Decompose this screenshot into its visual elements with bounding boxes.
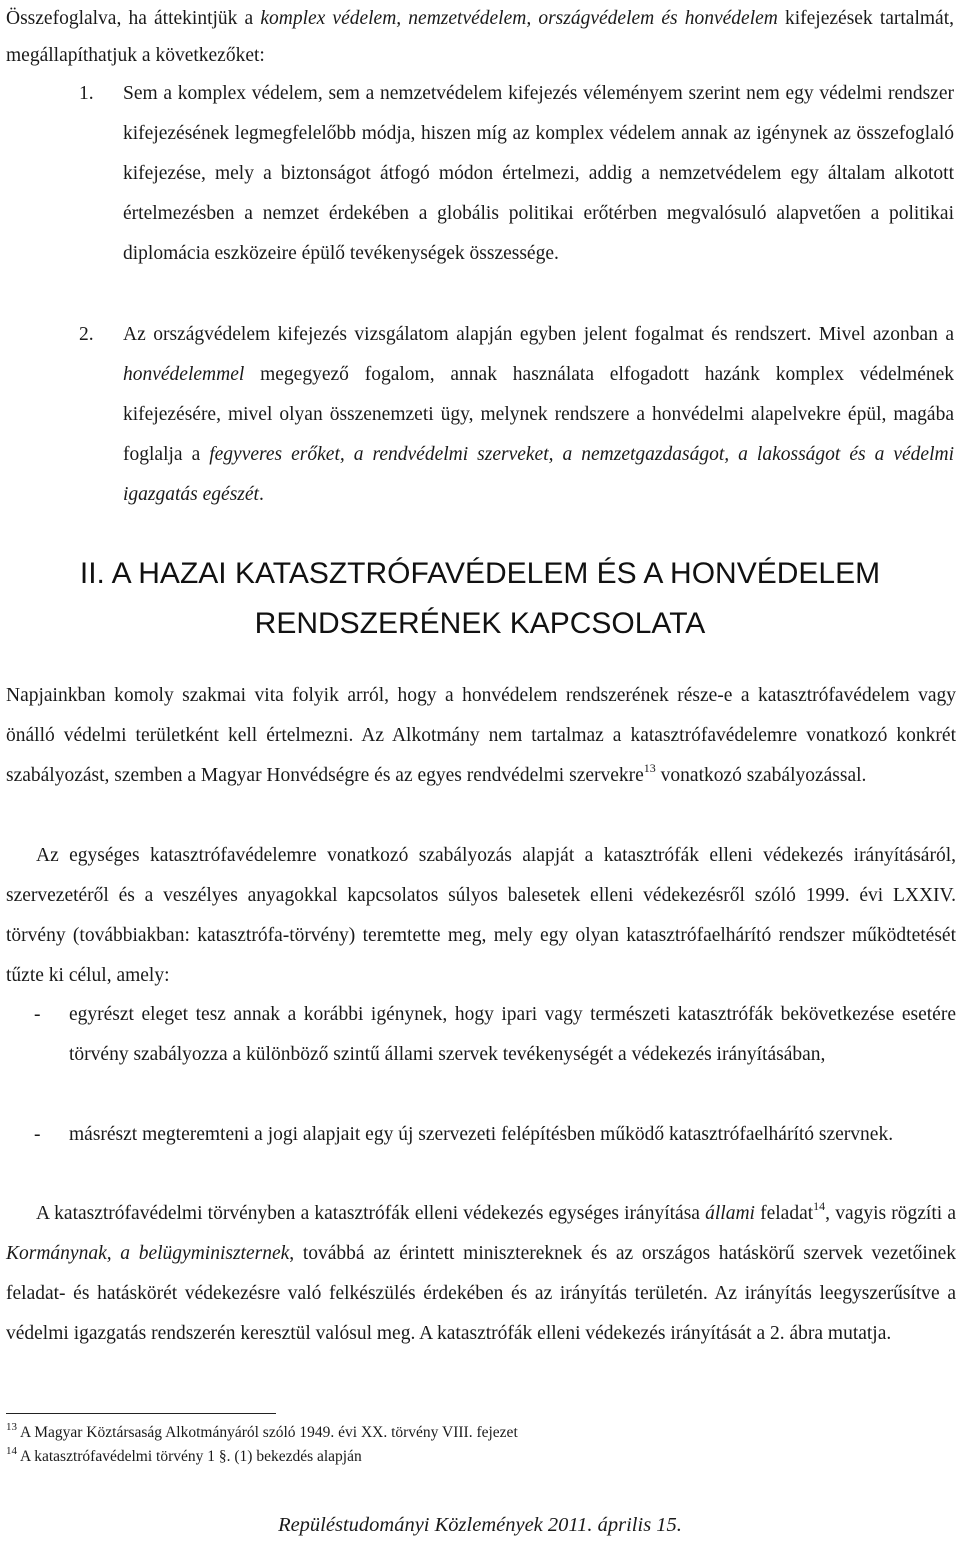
section-heading-line-2: RENDSZERÉNEK KAPCSOLATA (254, 607, 706, 640)
footnote-ref-13[interactable]: 13 (643, 761, 656, 775)
intro-paragraph (6, 0, 954, 74)
numbered-item-2 (6, 315, 954, 515)
section-heading (0, 549, 960, 649)
item-text-italic: honvédelemmel (123, 364, 245, 385)
footnote-13 (6, 1422, 946, 1444)
footnote-text: A katasztrófavédelmi törvény 1 §. (1) bekezdés alapján (17, 1448, 362, 1465)
section-heading-line-1: II. A HAZAI KATASZTRÓFAVÉDELEM ÉS A HONVÉDELEM (79, 557, 881, 590)
paragraph-italic: Kormánynak, a belügyminiszternek (6, 1243, 290, 1264)
paragraph-3 (6, 1194, 956, 1354)
item-text-italic: fegyveres erőket, a rendvédelmi szerveket, a nemzetgazdaságot, a lakosságot és a védelmi igazgatás egészét (123, 444, 954, 505)
paragraph-text: feladat (754, 1203, 814, 1224)
paragraph-text: Napjainkban komoly szakmai vita folyik arról, hogy a honvédelem rendszerének része-e a katasztrófavédelem vagy önálló védelmi területként kell értelmezni. Az Alkotmány nem tartalmaz a katasztrófavédelemre vonatkozó konkrét szabályozást, szemben a Magyar Honvédségre és az egyes rendvédelmi szervekre (6, 685, 956, 786)
item-text (123, 315, 954, 515)
item-number: 2. (79, 324, 94, 345)
bullet-item-2 (6, 1115, 956, 1155)
item-text: Sem a komplex védelem, sem a nemzetvédelem kifejezés véleményem szerint nem egy védelmi rendszer kifejezésének legmegfelelőbb módja, hiszen míg az komplex védelem annak az igénynek az összefoglaló kifejezése, mely a biztonságot átfogó módon értelmezi, addig a nemzetvédelem egy általam alkotott értelmezésben a nemzet érdekében a globális politikai erőtérben megvalósuló alapvetően a politikai diplomácia eszközeire épülő tevékenységek összessége. (123, 83, 954, 264)
item-text-part: Az országvédelem kifejezés vizsgálatom alapján egyben jelent fogalmat és rendszert. Mivel azonban a (123, 324, 954, 345)
paragraph-text: A katasztrófavédelmi törvényben a katasztrófák elleni védekezés egységes irányítása (36, 1203, 706, 1224)
paragraph-text-end: vonatkozó szabályozással. (655, 765, 867, 786)
bullet-item-1 (6, 995, 956, 1075)
footnote-ref-14[interactable]: 14 (813, 1199, 826, 1213)
item-text-part: . (258, 484, 264, 505)
bullet-dash: - (34, 1004, 41, 1025)
page-footer: Repüléstudományi Közlemények 2011. április 15. (278, 1514, 682, 1536)
paragraph-italic: állami (705, 1203, 755, 1224)
bullet-text: egyrészt eleget tesz annak a korábbi igénynek, hogy ipari vagy természeti katasztrófák bekövetkezése esetére törvény szabályozza a különböző szintű állami szervek tevékenységét a védekezés irányításában, (69, 1004, 956, 1065)
intro-text: Összefoglalva, ha áttekintjük a (6, 8, 261, 29)
footnote-number: 13 (6, 1421, 17, 1433)
footnote-separator (6, 1413, 276, 1414)
numbered-item-1 (6, 74, 954, 274)
intro-italic-terms: komplex védelem, nemzetvédelem, országvédelem és honvédelem (260, 8, 778, 29)
footnote-14 (6, 1446, 946, 1468)
paragraph-text: , továbbá az érintett minisztereknek és az országos hatáskörű szervek vezetőinek feladat- és hatáskörét védekezésre való felkészülés érdekében és az irányítás területén. Az irányítás leegyszerűsítve a védelmi igazgatás rendszerén keresztül valósul meg. A katasztrófák elleni védekezés irányítását a 2. ábra mutatja. (6, 1243, 956, 1344)
item-number: 1. (79, 83, 94, 104)
intro-text-end: kifejezések tartalmát, megállapíthatjuk a következőket: (6, 8, 954, 66)
bullet-dash: - (34, 1124, 41, 1145)
paragraph-text: , vagyis rögzíti a (825, 1203, 957, 1224)
footnote-number: 14 (6, 1445, 17, 1457)
bullet-text: másrészt megteremteni a jogi alapjait egy új szervezeti felépítésben működő katasztrófaelhárító szervnek. (69, 1124, 894, 1145)
paragraph-1 (6, 676, 956, 796)
paragraph-2: Az egységes katasztrófavédelemre vonatkozó szabályozás alapját a katasztrófák elleni védekezés irányításáról, szervezetéről és a veszélyes anyagokkal kapcsolatos súlyos balesetek elleni védekezésről szóló 1999. évi LXXIV. törvény (továbbiakban: katasztrófa-törvény) teremtette meg, mely egy olyan katasztrófaelhárító rendszer működtetését tűzte ki célul, amely: (6, 845, 956, 986)
footnote-text: A Magyar Köztársaság Alkotmányáról szóló 1949. évi XX. törvény VIII. fejezet (17, 1424, 518, 1441)
item-text-part: megegyező fogalom, annak használata elfogadott hazánk komplex védelmének kifejezésére, mivel olyan összenemzeti ügy, melynek rendszere a honvédelmi alapelvekre épül, magába foglalja a (123, 364, 954, 465)
